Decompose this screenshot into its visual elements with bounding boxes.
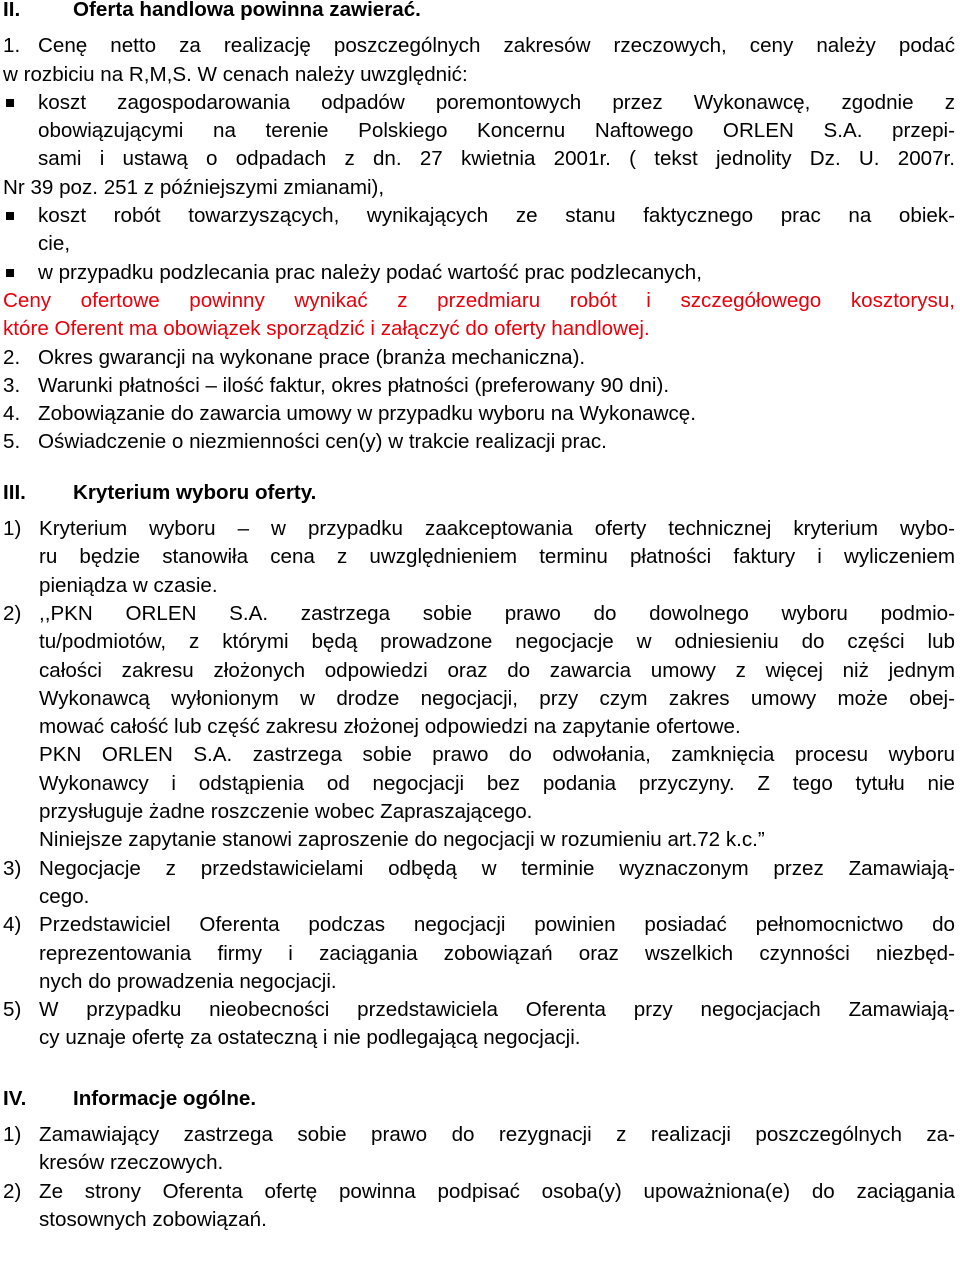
bullet-square-icon: [3, 89, 38, 174]
item-text: Oświadczenie o niezmienności cen(y) w trakcie realizacji prac.: [38, 430, 607, 454]
paragraph-line: mować całość lub część zakresu złożonej odpowiedzi na zapytanie ofertowe.: [39, 715, 741, 739]
paragraph-line: ,,PKN ORLEN S.A. zastrzega sobie prawo do dowolnego wyboru podmio-: [39, 601, 955, 625]
numbered-item: [3, 996, 955, 1053]
item-number: 2): [3, 601, 22, 625]
paragraph-line: Nr 39 poz. 251 z późniejszymi zmianami),: [3, 175, 385, 199]
numbered-item: [3, 400, 955, 428]
paragraph-line: Wykonawcy i odstąpienia od negocjacji bez podania przyczyny. Z tego tytułu nie: [39, 771, 955, 795]
section-number: III.: [3, 480, 26, 504]
item-number: 5): [3, 998, 22, 1022]
numbered-item: [3, 372, 955, 400]
paragraph-line: cego.: [39, 884, 90, 908]
paragraph-line: pieniądza w czasie.: [39, 573, 218, 597]
numbered-item: [3, 32, 955, 60]
item-number: 1.: [3, 34, 21, 58]
paragraph-line: Cenę netto za realizację poszczególnych zakresów rzeczowych, ceny należy podać: [38, 34, 955, 58]
numbered-item: [3, 1121, 955, 1178]
paragraph-line: stosownych zobowiązań.: [39, 1207, 267, 1231]
bullet-square-icon: [3, 259, 38, 287]
document-page: [3, 0, 955, 1234]
paragraph-line: koszt zagospodarowania odpadów poremontowych przez Wykonawcę, zgodnie z: [38, 90, 955, 114]
numbered-item: [3, 428, 955, 456]
paragraph-line: Negocjacje z przedstawicielami odbędą w terminie wyznaczonym przez Zamawiają-: [39, 856, 955, 880]
numbered-item: [3, 515, 955, 600]
paragraph-line: Kryterium wyboru – w przypadku zaakceptowania oferty technicznej kryterium wybo-: [39, 517, 955, 541]
paragraph-line: Przedstawiciel Oferenta podczas negocjacji powinien posiadać pełnomocnictwo do: [39, 913, 955, 937]
item-text: Okres gwarancji na wykonane prace (branża mechaniczna).: [38, 345, 586, 369]
item-number: 3.: [3, 373, 21, 397]
paragraph-line: kresów rzeczowych.: [39, 1151, 224, 1175]
paragraph-line: koszt robót towarzyszących, wynikających ze stanu faktycznego prac na obiek-: [38, 204, 955, 228]
red-note-line: które Oferent ma obowiązek sporządzić i załączyć do oferty handlowej.: [3, 317, 650, 341]
item-number: 1): [3, 1122, 22, 1146]
numbered-item: [3, 855, 955, 912]
paragraph-line: obowiązującymi na terenie Polskiego Koncernu Naftowego ORLEN S.A. przepi-: [38, 119, 955, 143]
paragraph-line: ru będzie stanowiła cena z uwzględnieniem terminu płatności faktury i wyliczeniem: [39, 545, 955, 569]
section-title: Informacje ogólne.: [73, 1086, 257, 1110]
numbered-item: [3, 911, 955, 996]
bullet-square-icon: [3, 202, 38, 259]
paragraph-line: Ze strony Oferenta ofertę powinna podpisać osoba(y) upoważniona(e) do zaciągania: [39, 1179, 955, 1203]
paragraph-line: reprezentowania firmy i zaciągania zobowiązań oraz wszelkich czynności niezbęd-: [39, 941, 955, 965]
section-title: Oferta handlowa powinna zawierać.: [73, 0, 421, 21]
paragraph-line: w rozbiciu na R,M,S. W cenach należy uwzględnić:: [3, 62, 468, 86]
bullet-item: [3, 259, 955, 287]
paragraph-line: przysługuje żadne roszczenie wobec Zapraszającego.: [39, 800, 533, 824]
item-number: 4.: [3, 402, 21, 426]
paragraph-line: W przypadku nieobecności przedstawiciela Oferenta przy negocjacjach Zamawiają-: [39, 998, 955, 1022]
bullet-item: [3, 89, 955, 174]
numbered-item: [3, 1178, 955, 1235]
item-number: 5.: [3, 430, 21, 454]
section-number: IV.: [3, 1086, 27, 1110]
section-heading: [3, 479, 955, 507]
paragraph-line: Niniejsze zapytanie stanowi zaproszenie do negocjacji w rozumieniu art.72 k.c.”: [39, 828, 765, 852]
paragraph-line: cy uznaje ofertę za ostateczną i nie podlegającą negocjacji.: [39, 1026, 581, 1050]
item-number: 4): [3, 913, 22, 937]
numbered-item: [3, 344, 955, 372]
section-heading: [3, 0, 955, 24]
red-note-line: Ceny ofertowe powinny wynikać z przedmiaru robót i szczegółowego kosztorysu,: [3, 288, 955, 312]
section-number: II.: [3, 0, 21, 21]
section-title: Kryterium wyboru oferty.: [73, 480, 317, 504]
paragraph-line: tu/podmiotów, z którymi będą prowadzone negocjacje w odniesieniu do części lub: [39, 630, 955, 654]
paragraph-line: Zamawiający zastrzega sobie prawo do rezygnacji z realizacji poszczególnych za-: [39, 1122, 955, 1146]
paragraph-line: w przypadku podzlecania prac należy podać wartość prac podzlecanych,: [38, 260, 702, 284]
item-number: 3): [3, 856, 22, 880]
paragraph-line: PKN ORLEN S.A. zastrzega sobie prawo do odwołania, zamknięcia procesu wyboru: [39, 743, 955, 767]
item-text: Warunki płatności – ilość faktur, okres płatności (preferowany 90 dni).: [38, 373, 670, 397]
item-number: 2): [3, 1179, 22, 1203]
item-text: Zobowiązanie do zawarcia umowy w przypadku wyboru na Wykonawcę.: [38, 402, 696, 426]
paragraph-line: całości zakresu złożonych odpowiedzi oraz do zawarcia umowy z więcej niż jednym: [39, 658, 955, 682]
paragraph-line: Wykonawcą wyłonionym w drodze negocjacji, przy czym zakres umowy może obej-: [39, 686, 955, 710]
item-number: 1): [3, 517, 22, 541]
section-heading: [3, 1085, 955, 1113]
paragraph-line: cie,: [38, 232, 71, 256]
paragraph-line: nych do prowadzenia negocjacji.: [39, 969, 337, 993]
paragraph-line: sami i ustawą o odpadach z dn. 27 kwietnia 2001r. ( tekst jednolity Dz. U. 2007r.: [38, 147, 955, 171]
numbered-item: [3, 600, 955, 855]
bullet-item: [3, 202, 955, 259]
item-number: 2.: [3, 345, 21, 369]
